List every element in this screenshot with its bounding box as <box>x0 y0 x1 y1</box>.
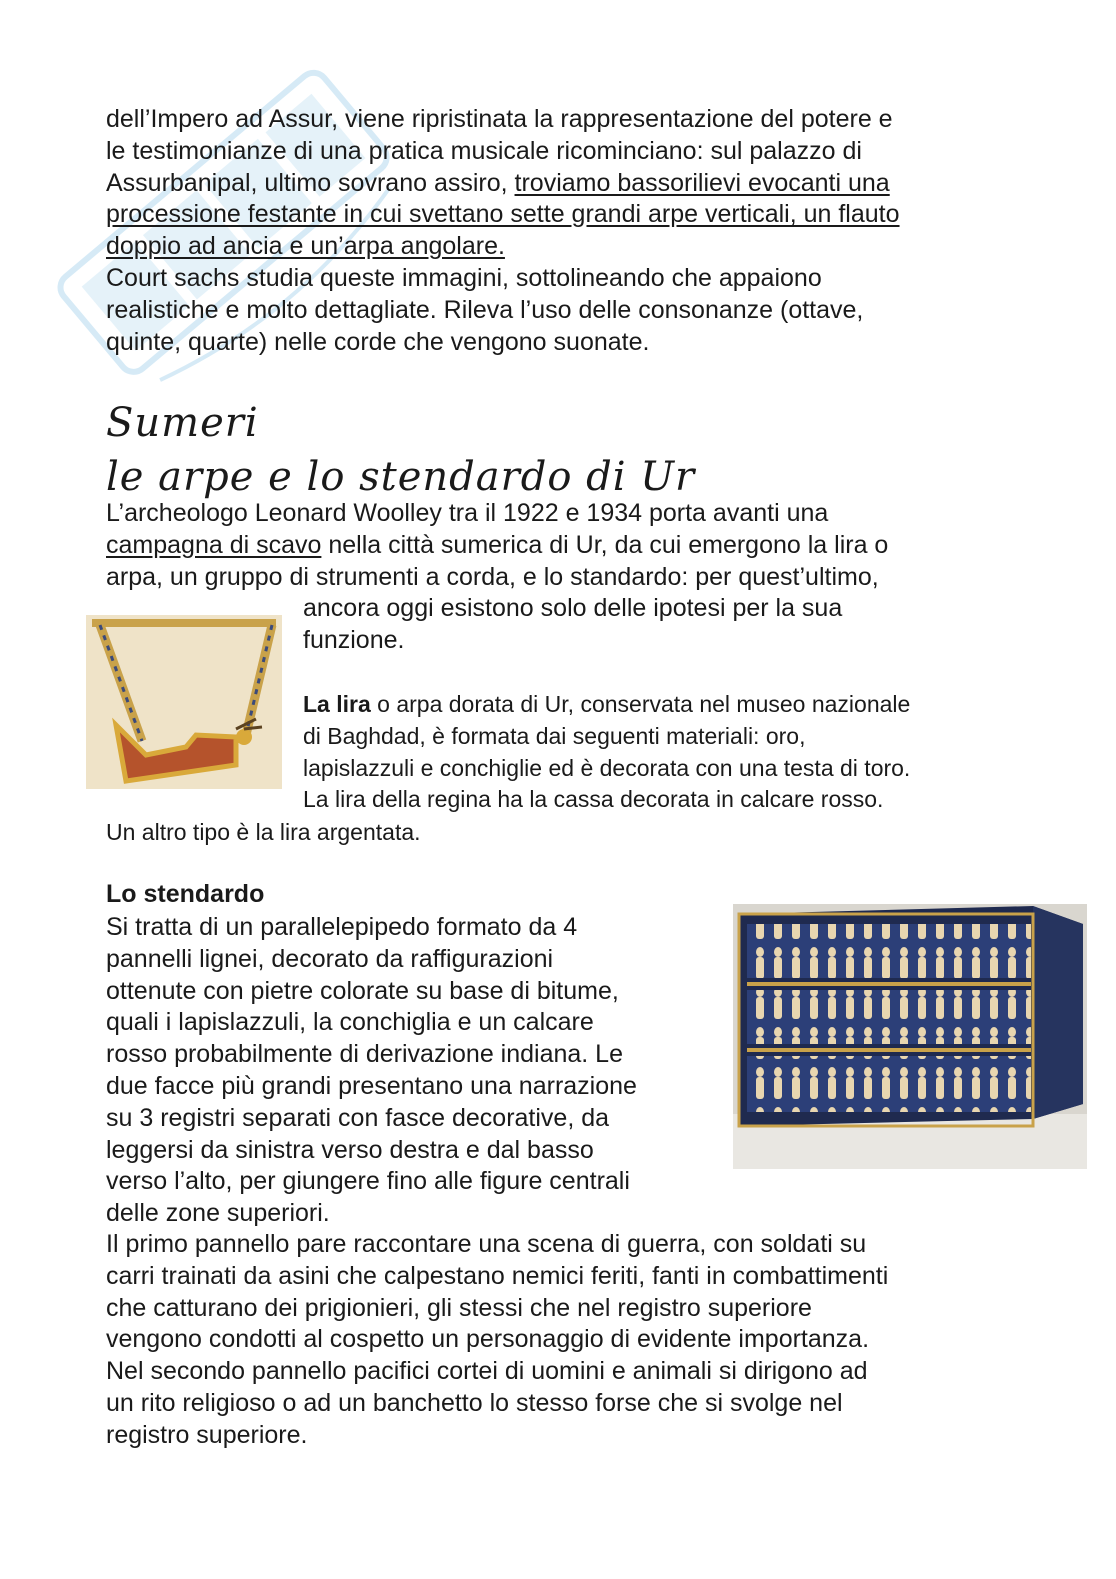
text-line: Un altro tipo è la lira argentata. <box>106 819 421 845</box>
text-line: ottenute con pietre colorate su base di bitume, <box>106 976 619 1005</box>
text-line: Il primo pannello pare raccontare una scena di guerra, con soldati su <box>106 1230 867 1258</box>
stendardo-paragraph-2 <box>106 1229 1026 1452</box>
text-line: rosso probabilmente di derivazione indiana. Le <box>106 1040 623 1069</box>
text-line: su 3 registri separati con fasce decorative, da <box>106 1103 610 1132</box>
text-span: nella città sumerica di Ur, da cui emergono la lira o <box>321 530 889 559</box>
text-line: lapislazzuli e conchiglie ed è decorata con una testa di toro. <box>303 754 911 781</box>
underlined-text: processione festante in cui svettano sette grandi arpe verticali, un flauto <box>106 200 900 229</box>
text-line: Si tratta di un parallelepipedo formato da 4 <box>106 913 578 941</box>
heading-arpe-stendardo: le arpe e lo stendardo di Ur <box>106 454 696 500</box>
text-line: che catturano dei prigionieri, gli stessi che nel registro superiore <box>106 1293 812 1322</box>
woolley-continuation <box>303 593 1023 657</box>
text-line: arpa, un gruppo di strumenti a corda, e lo standardo: per quest’ultimo, <box>106 562 879 591</box>
text-line: realistiche e molto dettagliate. Rileva l’uso delle consonanze (ottave, <box>106 295 864 324</box>
text-line: due facce più grandi presentano una narrazione <box>106 1071 637 1100</box>
text-line: Nel secondo pannello pacifici cortei di uomini e animali si dirigono ad <box>106 1357 868 1386</box>
text-line: delle zone superiori. <box>106 1199 330 1228</box>
intro-paragraph <box>106 104 1006 358</box>
text-line: leggersi da sinistra verso destra e dal basso <box>106 1135 594 1164</box>
underlined-text: troviamo bassorilievi evocanti una <box>514 168 890 197</box>
text-line: dell’Impero ad Assur, viene ripristinata la rappresentazione del potere e <box>106 105 893 133</box>
text-line: vengono condotti al cospetto un personaggio di evidente importanza. <box>106 1325 870 1354</box>
text-line <box>106 530 1006 562</box>
text-line <box>106 168 1006 200</box>
lira-last-line <box>106 817 421 849</box>
text-line: L’archeologo Leonard Woolley tra il 1922 e 1934 porta avanti una <box>106 499 829 527</box>
lyre-image <box>86 615 282 789</box>
bold-text: La lira <box>303 691 371 717</box>
text-line: quali i lapislazzuli, la conchiglia e un calcare <box>106 1008 594 1037</box>
woolley-paragraph <box>106 498 1006 593</box>
text-line: La lira della regina ha la cassa decorata in calcare rosso. <box>303 786 884 813</box>
text-line: le testimonianze di una pratica musicale ricominciano: sul palazzo di <box>106 136 862 165</box>
text-line: un rito religioso o ad un banchetto lo stesso forse che si svolge nel <box>106 1388 843 1417</box>
heading-sumeri: Sumeri <box>106 400 259 446</box>
text-line <box>303 689 1023 721</box>
text-line: Court sachs studia queste immagini, sottolineando che appaiono <box>106 263 822 292</box>
underlined-text: doppio ad ancia e un’arpa angolare. <box>106 232 505 261</box>
text-span: o arpa dorata di Ur, conservata nel museo nazionale <box>370 691 911 717</box>
text-line: di Baghdad, è formata dai seguenti materiali: oro, <box>303 722 806 749</box>
text-line: carri trainati da asini che calpestano nemici feriti, fanti in combattimenti <box>106 1261 889 1290</box>
text-line: verso l’alto, per giungere fino alle figure centrali <box>106 1167 630 1196</box>
text-line: quinte, quarte) nelle corde che vengono suonate. <box>106 327 650 356</box>
lira-paragraph <box>303 689 1023 816</box>
stendardo-title: Lo stendardo <box>106 880 265 908</box>
stendardo-paragraph <box>106 912 716 1230</box>
standard-of-ur-image <box>733 904 1087 1169</box>
text-line: registro superiore. <box>106 1420 308 1449</box>
text-span: Assurbanipal, ultimo sovrano assiro, <box>106 168 515 197</box>
text-line: funzione. <box>303 625 405 654</box>
underlined-text: campagna di scavo <box>106 530 322 559</box>
text-line: ancora oggi esistono solo delle ipotesi per la sua <box>303 594 843 622</box>
text-line: pannelli lignei, decorato da raffigurazioni <box>106 944 554 973</box>
